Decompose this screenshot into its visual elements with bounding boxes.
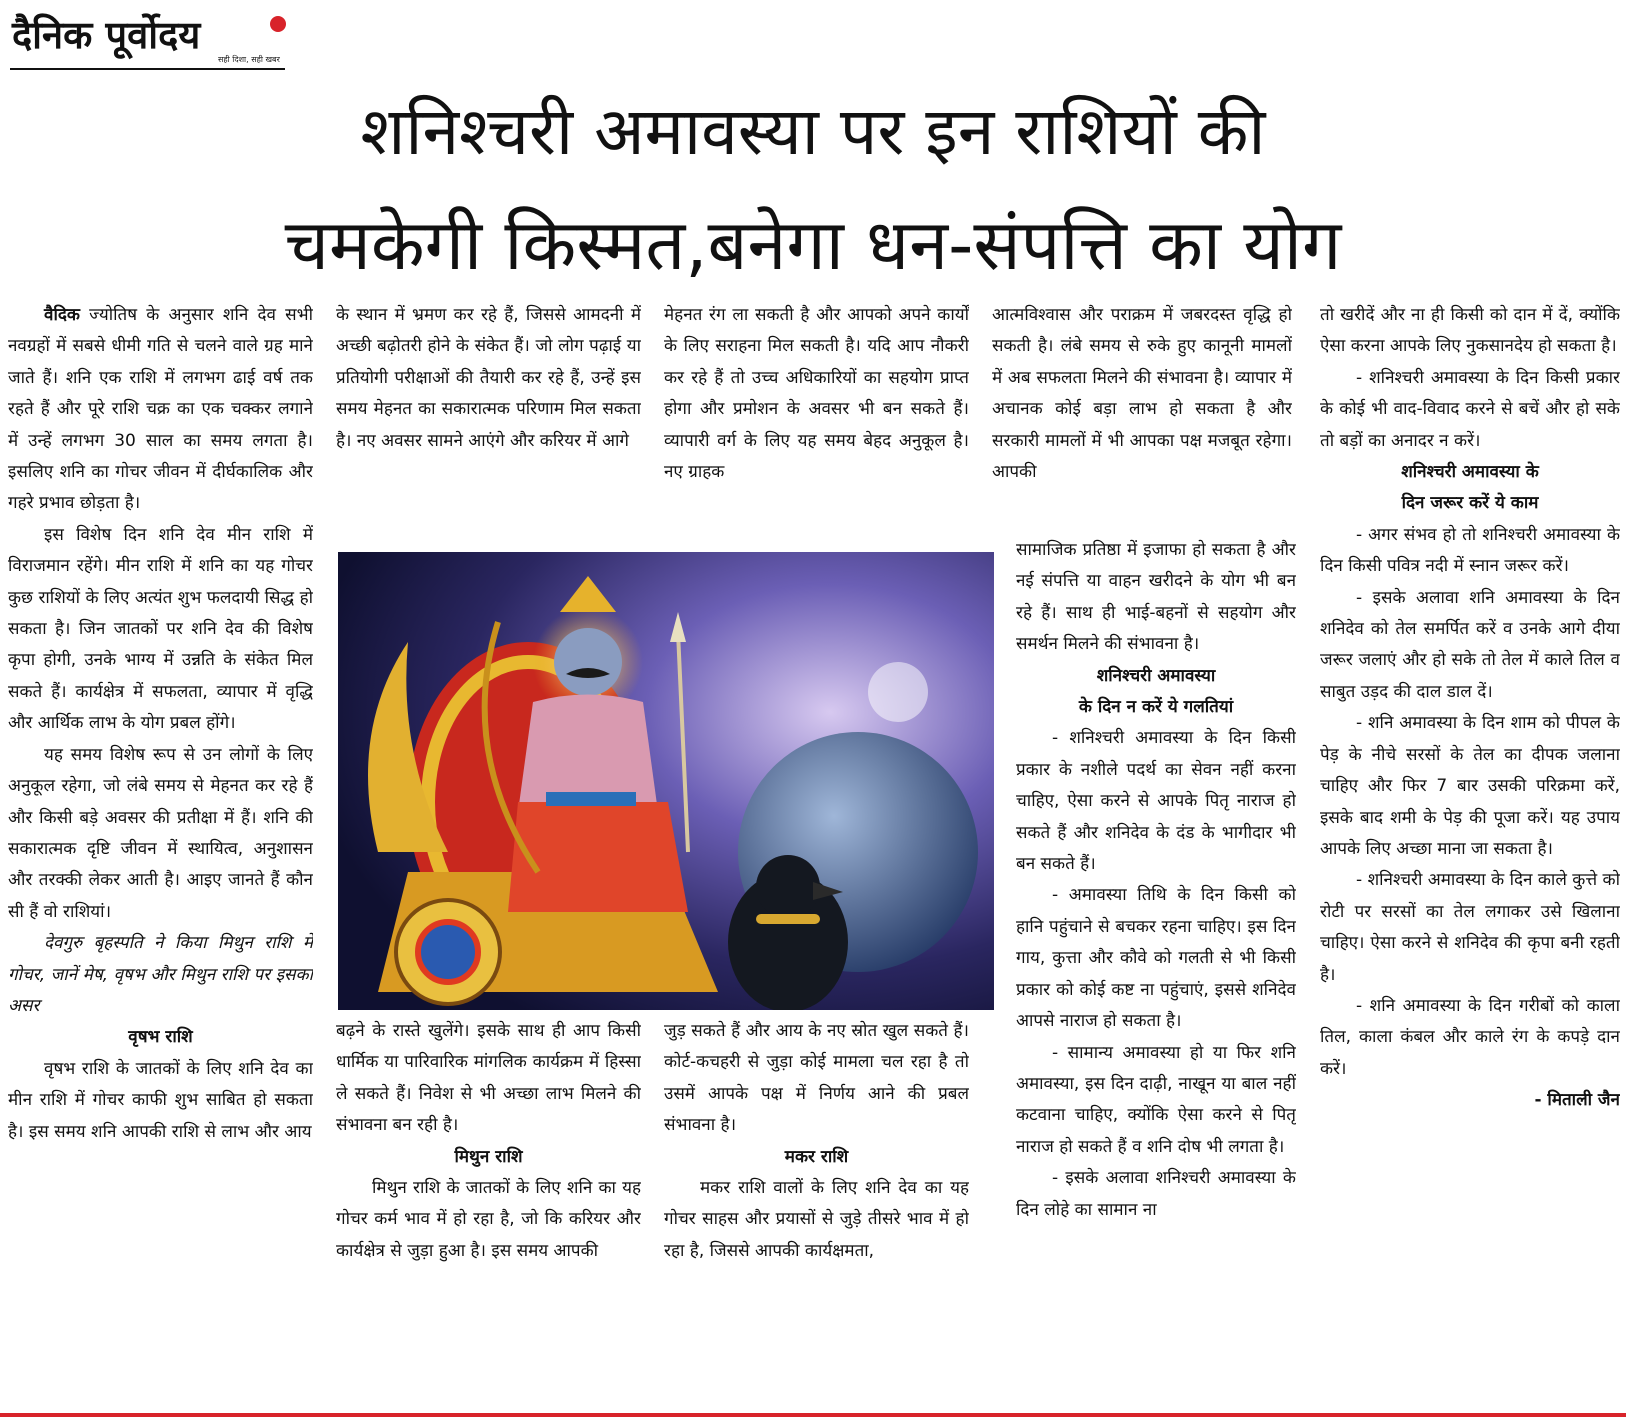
list-item: - सामान्य अमावस्या हो या फिर शनि अमावस्या, इस दिन दाढ़ी, नाखून या बाल नहीं कटवाना चाहिए, क्योंकि ऐसा करने से पितृ नाराज हो सकते हैं व शनि दोष भी लगता है। [1016, 1042, 1296, 1157]
list-item: - इसके अलावा शनि अमावस्या के दिन शनिदेव को तेल समर्पित करें व उनके आगे दीया जरूर जलाएं और हो सके तो तेल में काले तिल व साबुत उड़द की दाल डाल दें। [1320, 587, 1620, 702]
star-glow [868, 662, 928, 722]
list-item: - शनिश्चरी अमावस्या के दिन किसी प्रकार के नशीले पदर्थ का सेवन नहीं करना चाहिए, ऐसा करने से आपके पितृ नाराज हो सकते हैं और शनिदेव के दंड के भागीदार भी बन सकते हैं। [1016, 728, 1296, 875]
paragraph: मिथुन राशि के जातकों के लिए शनि का यह गोचर कर्म भाव में हो रहा है, जो कि करियर और कार्यक्षेत्र से जुड़ा हुआ है। इस समय आपकी [336, 1178, 641, 1261]
headline-line-1: शनिश्चरी अमावस्या पर इन राशियों की [360, 93, 1266, 170]
related-article-link[interactable]: देवगुरु बृहस्पति ने किया मिथुन राशि में गोचर, जानें मेष, वृषभ और मिथुन राशि पर इसका असर [8, 933, 313, 1016]
article-column-4-top [992, 300, 1292, 540]
dhoti [508, 802, 688, 912]
article-column-1 [8, 300, 313, 1420]
list-item: - शनिश्चरी अमावस्या के दिन किसी प्रकार के कोई भी वाद-विवाद करने से बचें और हो सके तो बड़ों का अनादर न करें। [1320, 367, 1620, 451]
paragraph: के स्थान में भ्रमण कर रहे हैं, जिससे आमदनी में अच्छी बढ़ोतरी होने के संकेत हैं। जो लोग पढ़ाई या प्रतियोगी परीक्षाओं की तैयारी कर रहे हैं, उन्हें इस समय मेहनत का सकारात्मक परिणाम मिल सकता है। नए अवसर सामने आएंगे और करियर में आगे [336, 305, 641, 451]
subheading-mistakes-1: शनिश्चरी अमावस्या [1096, 665, 1216, 686]
paragraph: मेहनत रंग ला सकती है और आपको अपने कार्यों के लिए सराहना मिल सकती है। यदि आप नौकरी कर रहे हैं तो उच्च अधिकारियों का सहयोग प्राप्त होगा और प्रमोशन के अवसर भी बन सकते हैं। व्यापारी वर्ग के लिए यह समय बेहद अनुकूल है। नए ग्राहक [664, 305, 969, 483]
headline-line-2: चमकेगी किस्मत,बनेगा धन-संपत्ति का योग [284, 204, 1342, 286]
subheading-mithun: मिथुन राशि [454, 1146, 523, 1167]
subheading-vrishabh: वृषभ राशि [128, 1027, 193, 1048]
list-item: - शनि अमावस्या के दिन शाम को पीपल के पेड़ के नीचे सरसों के तेल का दीपक जलाना चाहिए और फिर 7 बार उसकी परिक्रमा करें, इसके बाद शमी के पेड़ की पूजा करें। यह उपाय आपके लिए अच्छा माना जा सकता है। [1320, 713, 1620, 859]
article-column-4-bottom [1016, 535, 1296, 1420]
subheading-todo-1: शनिश्चरी अमावस्या के [1401, 462, 1539, 483]
article-column-3-top [664, 300, 969, 530]
illustration-svg [338, 552, 994, 1010]
crow-collar [756, 914, 820, 924]
list-item: - अगर संभव हो तो शनिश्चरी अमावस्या के दिन किसी पवित्र नदी में स्नान जरूर करें। [1320, 524, 1620, 577]
subheading-todo-2: दिन जरूर करें ये काम [1401, 493, 1539, 514]
shani-dev-illustration [338, 552, 994, 1010]
newspaper-logo[interactable]: दैनिक पूर्वोदय [12, 13, 201, 57]
masthead-rule [10, 68, 285, 70]
paragraph: तो खरीदें और ना ही किसी को दान में दें, क्योंकि ऐसा करना आपके लिए नुकसानदेय हो सकता है। [1320, 305, 1620, 357]
list-item: - अमावस्या तिथि के दिन किसी को हानि पहुंचाने से बचकर रहना चाहिए। इस दिन गाय, कुत्ता और कौवे को गलती से भी किसी प्रकार को कोई कष्ट ना पहुंचाएं, इससे शनिदेव आपसे नाराज हो सकता है। [1016, 885, 1296, 1032]
logo-dot-icon [270, 16, 286, 32]
sash [546, 792, 636, 806]
paragraph: आत्मविश्वास और पराक्रम में जबरदस्त वृद्धि हो सकती है। लंबे समय से रुके हुए कानूनी मामलों में अब सफलता मिलने की संभावना है। व्यापार में अचानक कोई बड़ा लाभ हो सकता है और सरकारी मामलों में भी आपका पक्ष मजबूत रहेगा। आपकी [992, 305, 1292, 483]
article-column-2-bottom [336, 1016, 641, 1420]
paragraph: वैदिक ज्योतिष के अनुसार शनि देव सभी नवग्रहों में सबसे धीमी गति से चलने वाले ग्रह माने जाते हैं। शनि एक राशि में लगभग ढाई वर्ष तक रहते हैं और पूरे राशि चक्र का एक चक्कर लगाने में उन्हें लगभग 30 साल का समय लगता है। इसलिए शनि का गोचर जीवन में दीर्घकालिक और गहरे प्रभाव छोड़ता है। [8, 305, 313, 514]
paragraph: इस विशेष दिन शनि देव मीन राशि में विराजमान रहेंगे। मीन राशि में शनि का यह गोचर कुछ राशियों के लिए अत्यंत शुभ फलदायी सिद्ध हो सकता है। जिन जातकों पर शनि देव की विशेष कृपा होगी, उनके भाग्य में उन्नति के संकेत मिल सकते हैं। कार्यक्षेत्र में सफलता, व्यापार में वृद्धि और आर्थिक लाभ के योग प्रबल होंगे। [8, 524, 313, 734]
list-item: - शनि अमावस्या के दिन गरीबों को काला तिल, काला कंबल और काले रंग के कपड़े दान करें। [1320, 995, 1620, 1079]
wheel-hub [418, 922, 478, 982]
paragraph: बढ़ने के रास्ते खुलेंगे। इसके साथ ही आप किसी धार्मिक या पारिवारिक मांगलिक कार्यक्रम में हिस्सा ले सकते हैं। निवेश से भी अच्छा लाभ मिलने की संभावना बन रही है। [336, 1021, 641, 1136]
list-item: - इसके अलावा शनिश्चरी अमावस्या के दिन लोहे का सामान ना [1016, 1168, 1296, 1220]
logo-tagline: सही दिशा, सही खबर [218, 55, 280, 64]
article-column-2-top [336, 300, 641, 530]
subheading-makar: मकर राशि [784, 1146, 849, 1167]
paragraph: यह समय विशेष रूप से उन लोगों के लिए अनुकूल रहेगा, जो लंबे समय से मेहनत कर रहे हैं और किसी बड़े अवसर की प्रतीक्षा में हैं। शनि की सकारात्मक दृष्टि जीवन में स्थायित्व, अनुशासन और तरक्की लेकर आती है। आइए जानते हैं कौन सी हैं वो राशियां। [8, 744, 313, 922]
crow-head [756, 855, 820, 919]
paragraph: जुड़ सकते हैं और आय के नए स्रोत खुल सकते हैं। कोर्ट-कचहरी से जुड़ा कोई मामला चल रहा है तो उसमें आपके पक्ष में निर्णय आने की प्रबल संभावना है। [664, 1021, 969, 1136]
paragraph: मकर राशि वालों के लिए शनि देव का यह गोचर साहस और प्रयासों से जुड़े तीसरे भाव में हो रहा है, जिससे आपकी कार्यक्षमता, [664, 1178, 969, 1261]
face [554, 628, 622, 696]
subheading-mistakes-2: के दिन न करें ये गलतियां [1078, 697, 1234, 718]
bottom-rule [0, 1413, 1626, 1417]
lead-word: वैदिक [44, 305, 80, 325]
masthead [10, 6, 285, 70]
byline: - मिताली जैन [1534, 1090, 1620, 1111]
paragraph: वृषभ राशि के जातकों के लिए शनि देव का मीन राशि में गोचर काफी शुभ साबित हो सकता है। इस समय शनि आपकी राशि से लाभ और आय [8, 1058, 313, 1142]
article-column-5 [1320, 300, 1620, 1420]
paragraph: सामाजिक प्रतिष्ठा में इजाफा हो सकता है और नई संपत्ति या वाहन खरीदने के योग भी बन रहे हैं। साथ ही भाई-बहनों से सहयोग और समर्थन मिलने की संभावना है। [1016, 540, 1296, 655]
list-item: - शनिश्चरी अमावस्या के दिन काले कुत्ते को रोटी पर सरसों का तेल लगाकर उसे खिलाना चाहिए। ऐसा करने से शनिदेव की कृपा बनी रहती है। [1320, 870, 1620, 985]
article-column-3-bottom [664, 1016, 969, 1420]
